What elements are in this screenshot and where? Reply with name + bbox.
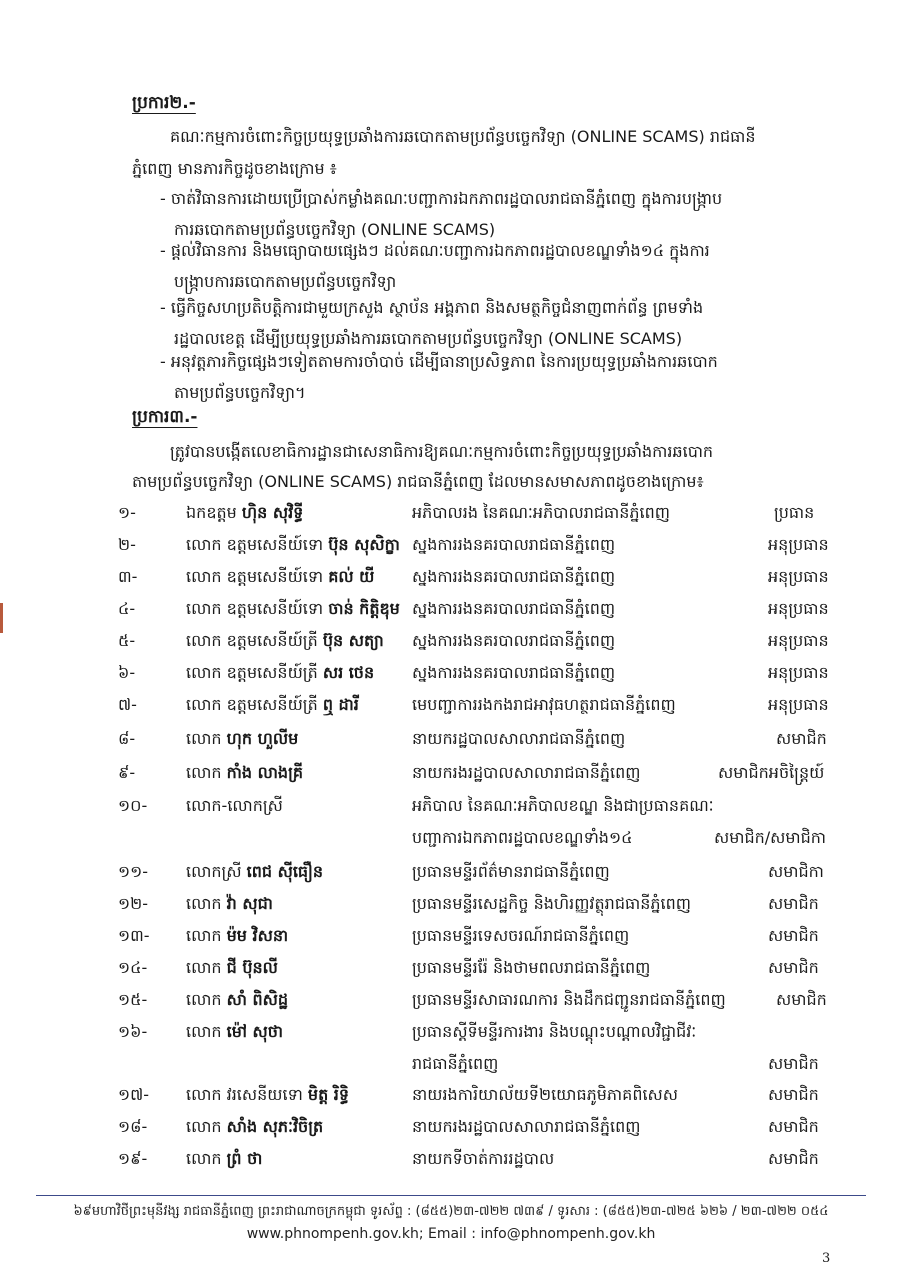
member-number: ៤- xyxy=(118,599,136,618)
member-number: ១៩- xyxy=(118,1149,148,1168)
member-row xyxy=(118,953,858,983)
member-role: សមាជិក/សមាជិកា xyxy=(714,828,827,847)
member-position: មេបញ្ជាការរងកងរាជអាវុធហត្ថរាជធានីភ្នំពេញ xyxy=(412,695,676,714)
member-role: សមាជិក xyxy=(768,894,819,913)
member-title: លោក-លោកស្រី xyxy=(186,796,283,815)
member-role: សមាជិក xyxy=(768,958,819,977)
bullet-line-continued: បង្ក្រាបការឆបោកតាមប្រព័ន្ធបច្ចេកវិទ្យា xyxy=(174,272,397,291)
member-name: ព្រំ ថា xyxy=(226,1149,263,1168)
member-row xyxy=(118,1144,858,1174)
member-row xyxy=(118,724,858,754)
footer-address: ៦៩មហាវិថីព្រះមុនីវង្ស រាជធានីភ្នំពេញ ព្រះរាជាណាចក្រកម្ពុជា ទូរស័ព្ទ : (៨៥៥)២៣-៧២២ ៧៣៩ / ទូរសារ : (៨៥៥)២៣-៧២៥ ៦២៦ / ២៣-៧២២ ០៥៤ xyxy=(73,1204,829,1219)
member-role: អនុប្រធាន xyxy=(768,535,829,554)
member-number: ១៧- xyxy=(118,1085,150,1104)
member-role: អនុប្រធាន xyxy=(768,567,829,586)
member-title: លោក ឧត្តមសេនីយ៍ត្រី ប៊ុន សត្យា xyxy=(186,631,384,650)
member-name: សាំង សុភៈវិចិត្រ xyxy=(226,1117,324,1136)
member-name: ហ៊ិន សុវិទ្ធី xyxy=(241,503,304,522)
member-role: សមាជិក xyxy=(776,729,827,748)
member-name: កាំង លាងគ្រី xyxy=(226,763,303,782)
page-number: 3 xyxy=(822,1251,831,1266)
member-number: ១១- xyxy=(118,862,148,881)
member-role: សមាជិក xyxy=(776,990,827,1009)
member-role: សមាជិក xyxy=(768,1054,819,1073)
member-row xyxy=(118,690,858,720)
member-number: ៥- xyxy=(118,631,136,650)
member-row xyxy=(118,658,858,688)
member-position: ស្នងការរងនគរបាលរាជធានីភ្នំពេញ xyxy=(412,631,616,650)
member-position: ប្រធានមន្ទីរព័ត៌មានរាជធានីភ្នំពេញ xyxy=(412,862,610,881)
member-number: ២- xyxy=(118,535,136,554)
member-position: ប្រធានមន្ទីរសាធារណការ និងដឹកជញ្ជូនរាជធានីភ្នំពេញ xyxy=(412,990,726,1009)
member-name: ម៉ម វិសនា xyxy=(226,926,289,945)
member-number: ១៣- xyxy=(118,926,150,945)
member-number: ៣- xyxy=(118,567,138,586)
member-title: លោក ជី ប៊ុនលី xyxy=(186,958,278,977)
member-role: សមាជិក xyxy=(768,1117,819,1136)
member-role: អនុប្រធាន xyxy=(768,663,829,682)
member-position: នាយករងរដ្ឋបាលសាលារាជធានីភ្នំពេញ xyxy=(412,763,641,782)
member-title: លោក កាំង លាងគ្រី xyxy=(186,763,303,782)
bullet-line: - ចាត់វិធានការដោយប្រើប្រាស់កម្លាំងគណៈបញ្ជាការឯកភាពរដ្ឋបាលរាជធានីភ្នំពេញ ក្នុងការបង្ក្រាប xyxy=(160,189,723,208)
member-role: ប្រធាន xyxy=(774,503,815,522)
member-name: ប៊ុន សុសិក្ខា xyxy=(328,535,400,554)
member-title: លោក ឧត្តមសេនីយ៍ទោ ប៊ុន សុសិក្ខា xyxy=(186,535,400,554)
member-position: ប្រធានមន្ទីរទេសចរណ៍រាជធានីភ្នំពេញ xyxy=(412,926,630,945)
article-3-intro-line1: ត្រូវបានបង្កើតលេខាធិការដ្ឋានជាសេនាធិការឱ្យគណៈកម្មការចំពោះកិច្ចប្រយុទ្ធប្រឆាំងការឆបោក xyxy=(170,442,714,461)
member-row xyxy=(118,530,858,560)
member-number: ១២- xyxy=(118,894,148,913)
member-name: ជី ប៊ុនលី xyxy=(226,958,278,977)
member-position: ប្រធានមន្ទីរសេដ្ឋកិច្ច និងហិរញ្ញវត្ថុរាជធានីភ្នំពេញ xyxy=(412,894,691,913)
member-role: សមាជិក xyxy=(768,926,819,945)
member-number: ១០- xyxy=(118,796,148,815)
article-3-intro-line2: តាមប្រព័ន្ធបច្ចេកវិទ្យា (ONLINE SCAMS) រាជធានីភ្នំពេញ ដែលមានសមាសភាពដូចខាងក្រោម៖ xyxy=(132,472,704,491)
member-name: វ៉ា សុជា xyxy=(226,894,273,913)
member-title: លោក វរសេនីយទោ មិត្ត រិទ្ធិ xyxy=(186,1085,350,1104)
member-row xyxy=(118,889,858,919)
article-2-intro-line2: ភ្នំពេញ មានភារកិច្ចដូចខាងក្រោម ៖ xyxy=(132,159,337,178)
member-title: លោក ឧត្តមសេនីយ៍ទោ គល់ យី xyxy=(186,567,375,586)
member-title: លោក ឧត្តមសេនីយ៍ទោ ចាន់ កិត្តិឌុម xyxy=(186,599,400,618)
member-position: ប្រធានស្តីទីមន្ទីរការងារ និងបណ្តុះបណ្តាលវិជ្ជាជីវៈ xyxy=(412,1022,697,1041)
member-row xyxy=(118,1017,858,1079)
member-position: អភិបាល នៃគណៈអភិបាលខណ្ឌ និងជាប្រធានគណៈ xyxy=(412,796,714,815)
member-position-continued: បញ្ជាការឯកភាពរដ្ឋបាលខណ្ឌទាំង១៤ xyxy=(412,828,633,847)
member-position: ស្នងការរងនគរបាលរាជធានីភ្នំពេញ xyxy=(412,663,616,682)
member-position: នាយករងរដ្ឋបាលសាលារាជធានីភ្នំពេញ xyxy=(412,1117,641,1136)
member-title: លោក ម៉ៅ សុថា xyxy=(186,1022,283,1041)
member-title: លោក សាំ ពិសិដ្ឋ xyxy=(186,990,289,1009)
member-name: ប៊ុន សត្យា xyxy=(322,631,384,650)
member-row xyxy=(118,1080,858,1110)
bullet-line: - ធ្វើកិច្ចសហប្រតិបត្តិការជាមួយក្រសួង ស្ថាប័ន អង្គភាព និងសមត្ថកិច្ចជំនាញពាក់ព័ន្ធ ព្រមទាំង xyxy=(160,298,704,317)
member-number: ១៦- xyxy=(118,1022,148,1041)
member-number: ១៥- xyxy=(118,990,148,1009)
member-name: ចាន់ កិត្តិឌុម xyxy=(328,599,400,618)
member-row xyxy=(118,921,858,951)
member-name: សាំ ពិសិដ្ឋ xyxy=(226,990,289,1009)
scan-edge-mark xyxy=(0,603,3,633)
member-number: ៧- xyxy=(118,695,137,714)
member-number: ១- xyxy=(118,503,136,522)
member-name: មិត្ត រិទ្ធិ xyxy=(307,1085,350,1104)
member-position: ស្នងការរងនគរបាលរាជធានីភ្នំពេញ xyxy=(412,535,616,554)
member-title: លោក សាំង សុភៈវិចិត្រ xyxy=(186,1117,324,1136)
article-2-heading: ប្រការ២.- xyxy=(132,93,196,113)
article-2-intro-line1: គណៈកម្មការចំពោះកិច្ចប្រយុទ្ធប្រឆាំងការឆបោកតាមប្រព័ន្ធបច្ចេកវិទ្យា (ONLINE SCAMS) រាជធានី xyxy=(170,127,756,146)
member-name: ឮ ដារី xyxy=(322,695,359,714)
member-position: នាយករដ្ឋបាលសាលារាជធានីភ្នំពេញ xyxy=(412,729,626,748)
member-row xyxy=(118,626,858,656)
member-title: លោក ហុក ហួលីម xyxy=(186,729,299,748)
bullet-line-continued: តាមប្រព័ន្ធបច្ចេកវិទ្យា។ xyxy=(174,383,306,402)
member-role: សមាជិក xyxy=(768,1149,819,1168)
bullet-line-continued: រដ្ឋបាលខេត្ត ដើម្បីប្រយុទ្ធប្រឆាំងការឆបោកតាមប្រព័ន្ធបច្ចេកវិទ្យា (ONLINE SCAMS) xyxy=(174,329,683,348)
member-row xyxy=(118,985,858,1015)
member-row xyxy=(118,1112,858,1142)
member-role: អនុប្រធាន xyxy=(768,695,829,714)
member-row xyxy=(118,857,858,887)
member-title: លោក ព្រំ ថា xyxy=(186,1149,263,1168)
member-row xyxy=(118,758,858,788)
member-position: ស្នងការរងនគរបាលរាជធានីភ្នំពេញ xyxy=(412,599,616,618)
member-position: នាយរងការិយាល័យទី២យោធភូមិភាគពិសេស xyxy=(412,1085,679,1104)
bullet-line: - ផ្តល់វិធានការ និងមធ្យោបាយផ្សេងៗ ដល់គណៈបញ្ជាការឯកភាពរដ្ឋបាលខណ្ឌទាំង១៤ ក្នុងការ xyxy=(160,241,710,260)
member-row xyxy=(118,562,858,592)
member-position-continued: រាជធានីភ្នំពេញ xyxy=(412,1054,499,1073)
bullet-line: - អនុវត្តភារកិច្ចផ្សេងៗទៀតតាមការចាំបាច់ ដើម្បីធានាប្រសិទ្ធភាព នៃការប្រយុទ្ធប្រឆាំងការឆបោក xyxy=(160,352,718,371)
member-title: លោក វ៉ា សុជា xyxy=(186,894,273,913)
member-name: ហុក ហួលីម xyxy=(226,729,299,748)
footer-web-email: www.phnompenh.gov.kh; Email : info@phnompenh.gov.kh xyxy=(246,1226,656,1242)
member-number: ៩- xyxy=(118,763,136,782)
member-name: ពេជ ស៊ីធឿន xyxy=(246,862,323,881)
member-row xyxy=(118,791,858,853)
member-title: លោក ម៉ម វិសនា xyxy=(186,926,289,945)
member-role: អនុប្រធាន xyxy=(768,599,829,618)
article-2-bullet-2 xyxy=(160,235,710,297)
member-title: លោក ឧត្តមសេនីយ៍ត្រី ឮ ដារី xyxy=(186,695,359,714)
member-role: អនុប្រធាន xyxy=(768,631,829,650)
member-position: ប្រធានមន្ទីររ៉ែ និងថាមពលរាជធានីភ្នំពេញ xyxy=(412,958,651,977)
member-name: គល់ យី xyxy=(328,567,375,586)
member-name: ម៉ៅ សុថា xyxy=(226,1022,283,1041)
footer-divider xyxy=(36,1195,866,1196)
member-title: ឯកឧត្តម ហ៊ិន សុវិទ្ធី xyxy=(186,503,304,522)
member-position: នាយកទីចាត់ការរដ្ឋបាល xyxy=(412,1149,555,1168)
member-number: ១៨- xyxy=(118,1117,148,1136)
member-number: ៦- xyxy=(118,663,136,682)
member-title: លោកស្រី ពេជ ស៊ីធឿន xyxy=(186,862,323,881)
member-number: ១៤- xyxy=(118,958,148,977)
member-role: សមាជិកា xyxy=(768,862,824,881)
member-row xyxy=(118,498,858,528)
member-name: សរ ថេន xyxy=(322,663,375,682)
bullet-line-continued: ការឆបោកតាមប្រព័ន្ធបច្ចេកវិទ្យា (ONLINE SCAMS) xyxy=(174,220,496,239)
member-role: សមាជិក xyxy=(768,1085,819,1104)
member-role: សមាជិកអចិន្ត្រៃយ៍ xyxy=(718,763,825,782)
member-position: ស្នងការរងនគរបាលរាជធានីភ្នំពេញ xyxy=(412,567,616,586)
member-position: អភិបាលរង នៃគណៈអភិបាលរាជធានីភ្នំពេញ xyxy=(412,503,671,522)
member-number: ៨- xyxy=(118,729,136,748)
member-title: លោក ឧត្តមសេនីយ៍ត្រី សរ ថេន xyxy=(186,663,375,682)
member-row xyxy=(118,594,858,624)
article-2-bullet-4 xyxy=(160,346,718,408)
article-3-heading: ប្រការ៣.- xyxy=(132,407,198,427)
article-2-bullet-3 xyxy=(160,292,703,354)
